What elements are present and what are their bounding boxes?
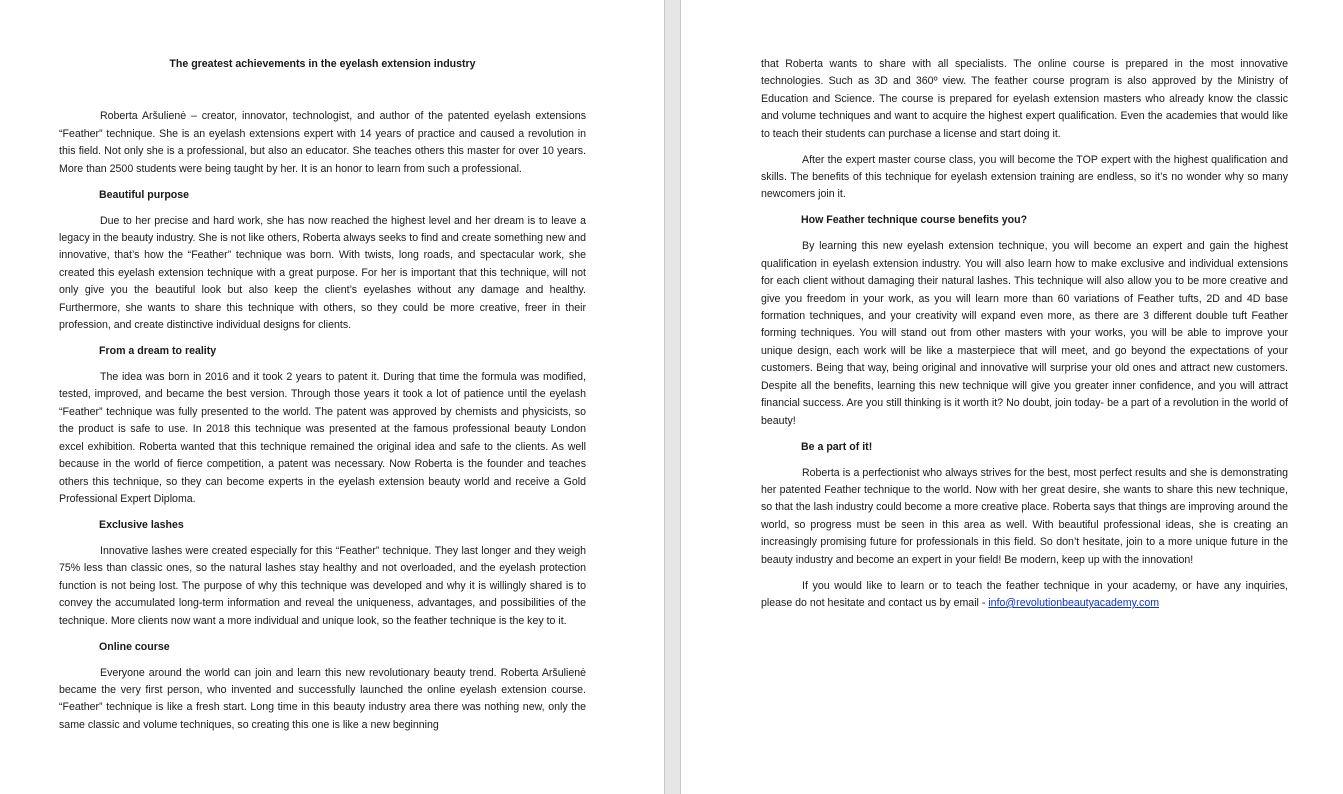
section-paragraph-beautiful-purpose: Due to her precise and hard work, she has now reached the highest level and her dream is to leave a legacy in the beauty industry. She is not like others, Roberta always seeks to find and create something new and innovative, that’s how the “Feather” technique was born. With twists, long roads, and spectacular work, she created this eyelash extension technique with a great purpose. For her is important that this technique, will not only give you the beautiful look but also keep the client’s eyelashes without any damage and healthy. Furthermore, she wants to share this technique with others, so they could be more creative, freer in their profession, and create distinctive individual designs for clients. — [59, 214, 586, 332]
document-page-right — [681, 0, 1343, 794]
section-paragraph-be-a-part: Roberta is a perfectionist who always strives for the best, most perfect results and she is demonstrating her patented Feather technique to the world. Now with her great desire, she wants to share this new technique, so that the lash industry could become a more creative place. Roberta says that things are improving around the world, so progress must be seen in this area as well. With beautiful professional ideas, she is creating an increasingly promising future for professionals in this field. So don’t hesitate, join to a more unique future in the beauty industry and become an expert in your field! Be modern, keep up with the innovation! — [761, 466, 1288, 566]
section-heading-beautiful-purpose: Beautiful purpose — [99, 188, 190, 201]
section-heading-be-a-part: Be a part of it! — [801, 440, 873, 453]
section-heading-course-benefits: How Feather technique course benefits you? — [801, 214, 1028, 227]
section-heading-dream-to-reality: From a dream to reality — [99, 345, 217, 358]
section-paragraph-dream-to-reality: The idea was born in 2016 and it took 2 years to patent it. During that time the formula was modified, tested, improved, and became the best version. Through those years it took a lot of patience until the eyelash “Feather” technique was fully presented to the world. The patent was approved by chemists and physicists, so the product is safe to use. In 2018 this technique was presented at the famous professional beauty London excel exhibition. Roberta wanted that this technique remained the original idea and safe to the clients. As well because in the world of fierce competition, a patent was necessary. Now Roberta is the founder and teaches others this technique, so they can become experts in the eyelash extension beauty world and receive a Gold Professional Expert Diploma. — [59, 371, 586, 505]
section-paragraph-exclusive-lashes: Innovative lashes were created especially for this “Feather” technique. They last longer and they weigh 75% less than classic ones, so the natural lashes stay healthy and not overloaded, and the eyelash protection function is not being lost. The purpose of why this technique was developed and why it is willingly shared is to convey the accumulated long-term information and reveal the uniqueness, advantages, and possibilities of the technique. More clients now want a more individual and unique look, so the feather technique is the key to it. — [59, 544, 586, 627]
section-paragraph-course-benefits: By learning this new eyelash extension technique, you will become an expert and gain the highest qualification in eyelash extension industry. You will also learn how to make exclusive and individual extensions for each client without damaging their natural lashes. This technique will also allow you to be more creative and give you freedom in your work, as you will learn more than 60 variations of Feather tufts, 2D and 4D base formation techniques, and your creativity will expand even more, as there are 3 different double tuft Feather forming techniques. You will stand out from other masters with your works, you will be able to improve your unique design, each work will be like a masterpiece that will meet, and go beyond the expectations of your customers. Being that way, being original and innovative will surprise your old ones and attract new customers. Despite all the benefits, learning this new technique will give you greater inner confidence, and you will attract financial success. Are you still thinking is it worth it? No doubt, join today- be a part of a revolution in the world of beauty! — [761, 240, 1288, 427]
after-course-paragraph: After the expert master course class, you will become the TOP expert with the highest qualification and skills. The benefits of this technique for eyelash extension training are endless, so it’s no wonder why so many newcomers join it. — [761, 153, 1288, 201]
contact-paragraph — [761, 578, 1288, 613]
section-paragraph-online-course: Everyone around the world can join and learn this new revolutionary beauty trend. Roberta Aršulienė became the very first person, who invented and successfully launched the online eyelash extension course. “Feather” technique is like a fresh start. Long time in this beauty industry area there was nothing new, only the same classic and volume techniques, so creating this one is like a new beginning — [59, 666, 586, 731]
section-heading-exclusive-lashes: Exclusive lashes — [99, 518, 184, 531]
page-content — [59, 56, 586, 743]
section-heading-online-course: Online course — [99, 640, 170, 653]
contact-email-link[interactable]: info@revolutionbeautyacademy.com — [988, 596, 1160, 609]
page-content — [761, 56, 1288, 621]
document-title: The greatest achievements in the eyelash extension industry — [169, 58, 476, 70]
online-course-continuation: that Roberta wants to share with all specialists. The online course is prepared in the most innovative technologies. Such as 3D and 360º view. The feather course program is also approved by the Ministry of Education and Science. The course is prepared for eyelash extension masters who already know the classic and volume techniques and want to acquire the highest expert qualification. Even the academies that would like to teach their students can purchase a license and start doing it. — [761, 58, 1288, 140]
contact-text: If you would like to learn or to teach the feather technique in your academy, or have any inquiries, please do not hesitate and contact us by email - — [761, 579, 1288, 609]
intro-paragraph: Roberta Aršulienė – creator, innovator, technologist, and author of the patented eyelash extensions “Feather” technique. She is an eyelash extensions expert with 14 years of practice and caused a revolution in this field. Not only she is a professional, but also an educator. She teaches others this master for over 10 years. More than 2500 students were being taught by her. It is an honor to learn from such a professional. — [59, 110, 586, 175]
document-page-left — [0, 0, 664, 794]
page-gutter — [664, 0, 681, 794]
